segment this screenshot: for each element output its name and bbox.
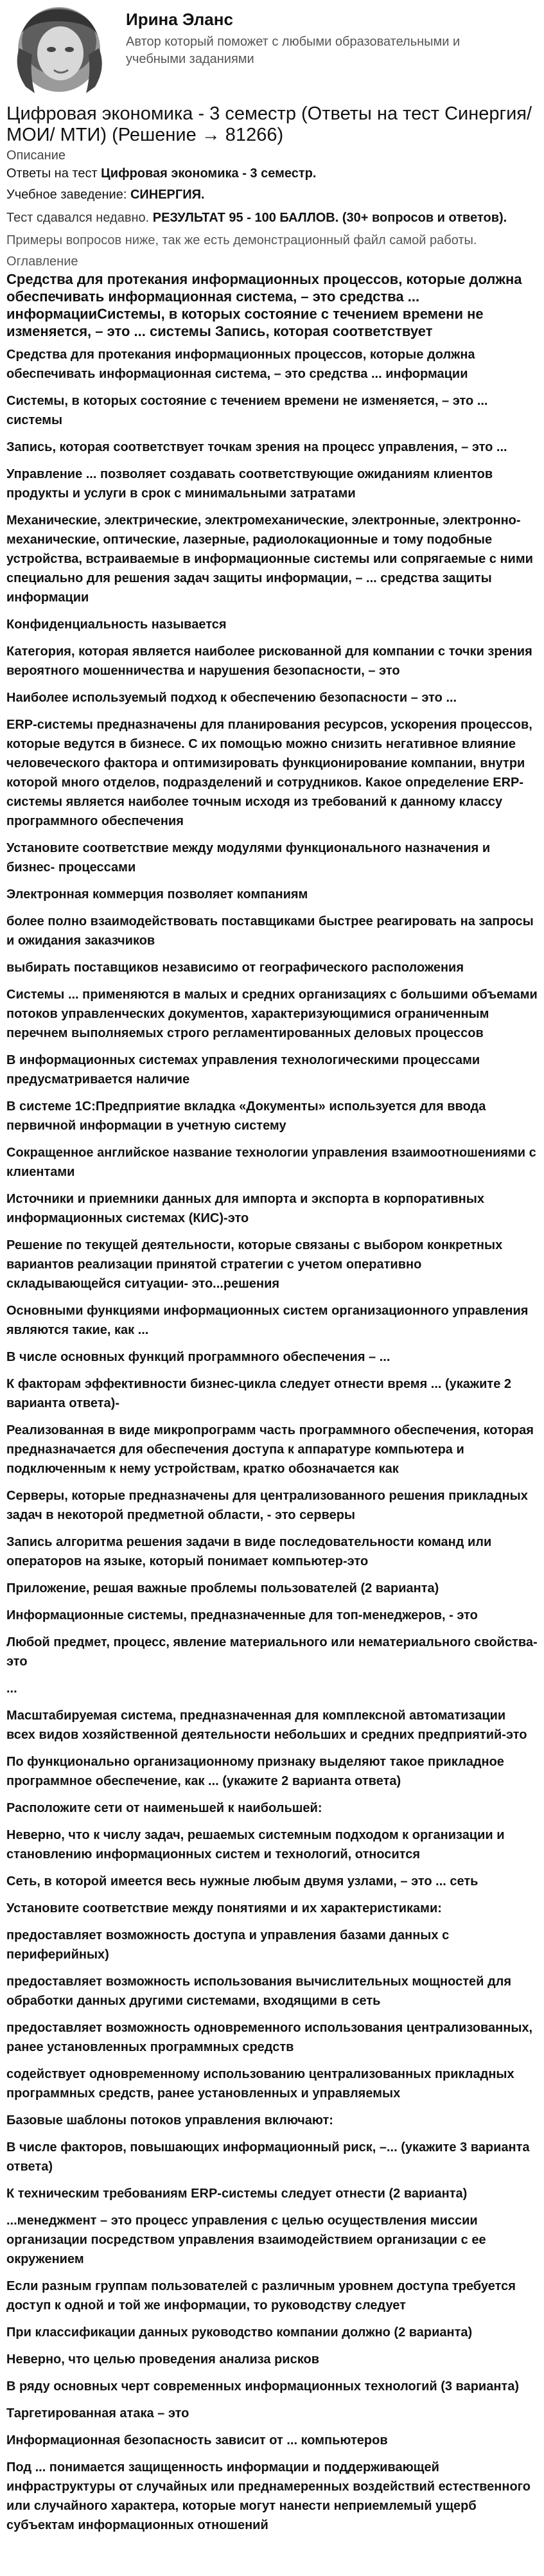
answers-prefix: Ответы на тест — [6, 166, 101, 181]
question-item: В числе основных функций программного обеспечения – ... — [6, 1350, 390, 1364]
questions-list — [6, 345, 538, 2535]
question-item: ... — [6, 1682, 17, 1696]
author-description: Автор который поможет с любыми образовательными и учебными заданиями — [126, 35, 461, 66]
question-item: Механические, электрические, электромеханические, электронные, электронно- механические, оптические, лазерные, радиолокационные и тому подобные устройства, встраиваемые в информационные системы или сопрягаемые с ними специально для решения задач защиты информации, – ... средства защиты информации — [6, 513, 533, 605]
institution-name: СИНЕРГИЯ. — [130, 188, 205, 202]
question-item: Основными функциями информационных систем организационного управления являются такие, как ... — [6, 1304, 529, 1337]
question-item: Системы ... применяются в малых и средних организациях с большими объемами потоков управленческих документов, характеризующимися ограниченным перечнем выполняемых строго регламентированных деловых процессов — [6, 988, 538, 1040]
question-item: Управление ... позволяет создавать соответствующие ожиданиям клиентов продукты и услуги в срок с минимальными затратами — [6, 467, 493, 501]
question-item: Средства для протекания информационных процессов, которые должна обеспечивать информационная система, – это средства ... информации — [6, 348, 475, 381]
question-item: содействует одновременному использованию централизованных прикладных программных средств, ранее установленных и управляемых — [6, 2067, 514, 2101]
question-item: По функционально организационному признаку выделяют такое прикладное программное обеспечение, как ... (укажите 2 варианта ответа) — [6, 1755, 504, 1788]
question-item: В системе 1С:Предприятие вкладка «Документы» используется для ввода первичной информации в учетную систему — [6, 1099, 486, 1133]
question-item: При классификации данных руководство компании должно (2 варианта) — [6, 2325, 473, 2340]
question-item: Сеть, в которой имеется весь нужные любым двумя узлами, – это ... сеть — [6, 1874, 478, 1888]
question-item: К техническим требованиям ERP-системы следует отнести (2 варианта) — [6, 2187, 468, 2201]
question-item: Если разным группам пользователей с различным уровнем доступа требуется доступ к одной и той же информации, то руководству следует — [6, 2279, 516, 2313]
result-prefix: Тест сдавался недавно. — [6, 211, 153, 225]
question-item: ERP-системы предназначены для планирования ресурсов, ускорения процессов, которые ведутся в бизнесе. С их помощью можно снизить негативное влияние человеческого фактора и оптимизировать функционирование компании, внутри которой много отделов, подразделений и сотрудников. Какое определение ERP-системы является наиболее точным исходя из требований к данному классу программного обеспечения — [6, 718, 532, 828]
question-item: Неверно, что к числу задач, решаемых системным подходом к организации и становлению информационных систем и технологий, относится — [6, 1828, 505, 1861]
question-item: Любой предмет, процесс, явление материального или нематериального свойства- это — [6, 1635, 538, 1669]
question-item: Установите соответствие между модулями функционального назначения и бизнес- процессами — [6, 841, 491, 875]
question-item: Реализованная в виде микропрограмм часть программного обеспечения, которая предназначается для обеспечения доступа к аппаратуре компьютера и подключенным к нему устройствам, кратко обозначается как — [6, 1423, 534, 1476]
author-info — [108, 3, 511, 68]
answers-subject: Цифровая экономика - 3 семестр. — [101, 166, 317, 181]
question-item: более полно взаимодействовать поставщиками быстрее реагировать на запросы и ожидания заказчиков — [6, 914, 534, 948]
question-item: Расположите сети от наименьшей к наибольшей: — [6, 1801, 322, 1815]
description-label: Описание — [6, 148, 66, 163]
result-score: РЕЗУЛЬТАТ 95 - 100 БАЛЛОВ. (30+ вопросов и ответов). — [152, 211, 507, 225]
question-item: Системы, в которых состояние с течением времени не изменяется, – это ... системы — [6, 394, 488, 427]
author-avatar[interactable] — [6, 3, 108, 96]
question-item: Запись, которая соответствует точкам зрения на процесс управления, – это ... — [6, 440, 507, 454]
question-item: К факторам эффективности бизнес-цикла следует отнести время ... (укажите 2 варианта ответа)- — [6, 1377, 512, 1410]
question-item: Решение по текущей деятельности, которые связаны с выбором конкретных вариантов реализации принятой стратегии с учетом оперативно складывающейся ситуации- это...решения — [6, 1238, 503, 1291]
answers-line — [6, 165, 538, 182]
question-item: В числе факторов, повышающих информационный риск, –... (укажите 3 варианта ответа) — [6, 2140, 530, 2174]
institution-line — [6, 186, 538, 204]
question-item: В ряду основных черт современных информационных технологий (3 варианта) — [6, 2379, 519, 2394]
author-name[interactable]: Ирина Эланс — [126, 10, 233, 29]
question-item: Источники и приемники данных для импорта и экспорта в корпоративных информационных системах (КИС)-это — [6, 1192, 484, 1225]
question-item: Категория, которая является наиболее рискованной для компании с точки зрения вероятного мошенничества и нарушения безопасности, – это — [6, 644, 532, 678]
question-item: Базовые шаблоны потоков управления включают: — [6, 2113, 333, 2127]
question-item: Серверы, которые предназначены для централизованного решения прикладных задач в некоторой предметной области, - это серверы — [6, 1489, 528, 1522]
question-item: Неверно, что целью проведения анализа рисков — [6, 2352, 319, 2367]
question-item: В информационных системах управления технологическими процессами предусматривается наличие — [6, 1053, 480, 1087]
author-header — [6, 0, 538, 100]
toc-label: Оглавление — [6, 254, 78, 269]
question-item: предоставляет возможность доступа и управления базами данных с периферийных) — [6, 1928, 450, 1962]
question-item: Электронная коммерция позволяет компаниям — [6, 887, 308, 902]
question-item: Конфиденциальность называется — [6, 617, 227, 632]
question-item: ...менеджмент – это процесс управления с целью осуществления миссии организации посредством управления взаимодействием организации с ее окружением — [6, 2214, 486, 2266]
question-item: Запись алгоритма решения задачи в виде последовательности команд или операторов на языке, который понимает компьютер-это — [6, 1535, 492, 1568]
question-item: Масштабируемая система, предназначенная для комплексной автоматизации всех видов хозяйственной деятельности небольших и средних предприятий-это — [6, 1709, 527, 1742]
question-item: выбирать поставщиков независимо от географического расположения — [6, 961, 464, 975]
result-line — [6, 208, 538, 228]
question-item: Наиболее используемый подход к обеспечению безопасности – это ... — [6, 691, 457, 705]
page-title: Цифровая экономика - 3 семестр (Ответы на тест Синергия/МОИ/ МТИ) (Решение → 81266) — [6, 103, 532, 145]
question-item: предоставляет возможность одновременного использования централизованных, ранее установленных программных средств — [6, 2021, 533, 2054]
question-item: Информационные системы, предназначенные для топ-менеджеров, - это — [6, 1608, 478, 1622]
question-item: Установите соответствие между понятиями и их характеристиками: — [6, 1901, 442, 1915]
institution-prefix: Учебное заведение: — [6, 188, 130, 202]
question-item: Информационная безопасность зависит от ... компьютеров — [6, 2433, 388, 2447]
toc-title: Средства для протекания информационных процессов, которые должна обеспечивать информационная система, – это средства ... информацииСистемы, в которых состояние с течением времени не изменяется, – это ... системы Запись, которая соответствует — [6, 271, 522, 339]
examples-hint: Примеры вопросов ниже, так же есть демонстрационный файл самой работы. — [6, 233, 477, 247]
question-item: Таргетированная атака – это — [6, 2406, 189, 2421]
question-item: Приложение, решая важные проблемы пользователей (2 варианта) — [6, 1581, 439, 1595]
question-item: Под ... понимается защищенность информации и поддерживающей инфраструктуры от случайных или преднамеренных воздействий естественного или случайного характера, которые могут нанести неприемлемый ущерб субъектам информационных отношений — [6, 2460, 531, 2532]
avatar-image — [6, 3, 108, 96]
question-item: предоставляет возможность использования вычислительных мощностей для обработки данных другими системами, входящими в сеть — [6, 1975, 512, 2008]
question-item: Сокращенное английское название технологии управления взаимоотношениями с клиентами — [6, 1146, 536, 1179]
